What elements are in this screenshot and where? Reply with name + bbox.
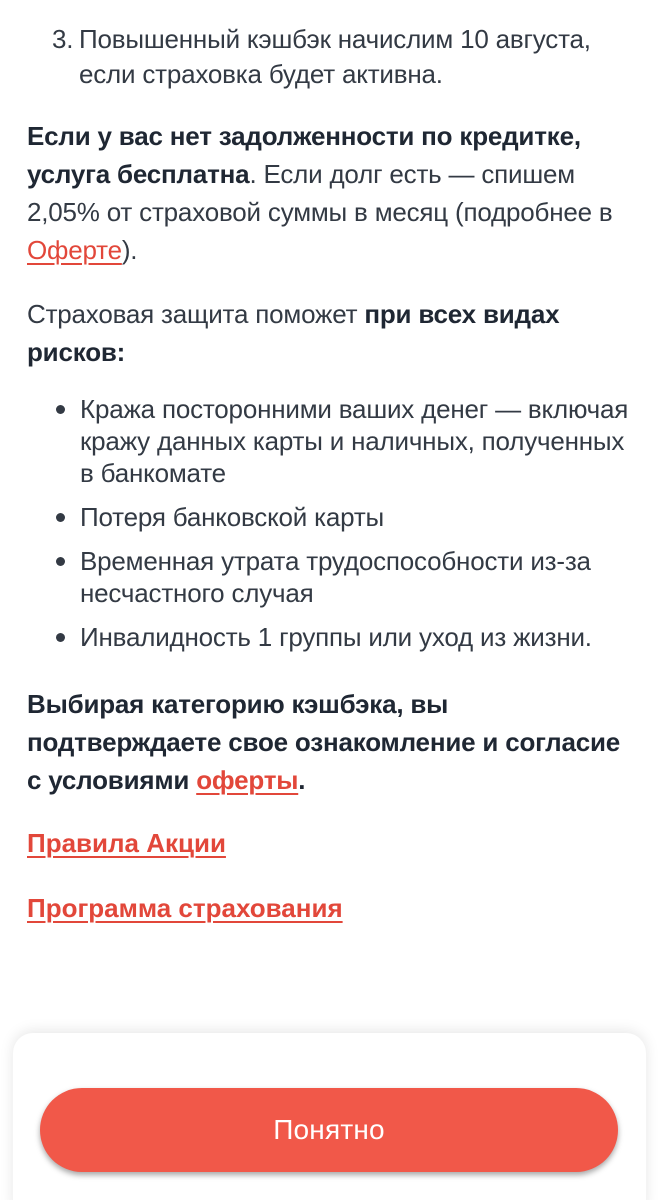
bullet-dot — [56, 557, 65, 566]
list-item — [52, 621, 632, 653]
bullet-dot — [56, 405, 65, 414]
consent-bold-text: Выбирая категорию кэшбэка, вы подтверждаете свое ознакомление и согласие с условиями — [27, 689, 621, 795]
insurance-program-link[interactable]: Программа страхования — [27, 893, 343, 923]
offer-link[interactable]: Оферте — [27, 235, 122, 265]
risks-list — [52, 393, 632, 653]
risks-paragraph — [27, 295, 632, 371]
debt-end-text: ). — [121, 235, 138, 265]
item-number: 3. — [52, 24, 74, 54]
ok-button[interactable]: Понятно — [40, 1088, 618, 1172]
consent-paragraph — [27, 685, 632, 799]
debt-bold-text: Если у вас нет задолженности по кредитке, услуга бесплатна — [27, 121, 581, 189]
list-item-text: Кража посторонними ваших денег — включая кражу данных карты и наличных, полученных в банкомате — [80, 394, 629, 488]
bullet-dot — [56, 513, 65, 522]
risks-bold-text: при всех видах рисков: — [27, 299, 560, 367]
list-item — [52, 501, 632, 533]
debt-text: . Если долг есть — спишем 2,05% от страховой суммы в месяц (подробнее в — [27, 159, 613, 227]
numbered-item-3 — [52, 22, 632, 92]
list-item-text: Инвалидность 1 группы или уход из жизни. — [80, 622, 592, 652]
risks-text: Страховая защита поможет — [27, 299, 365, 329]
debt-paragraph — [27, 117, 632, 269]
rules-link[interactable]: Правила Акции — [27, 828, 226, 858]
bullet-dot — [56, 633, 65, 642]
list-item-text: Временная утрата трудоспособности из-за несчастного случая — [80, 546, 591, 608]
list-item-text: Потеря банковской карты — [80, 502, 385, 532]
list-item — [52, 393, 632, 489]
item-text: Повышенный кэшбэк начислим 10 августа, если страховка будет активна. — [79, 24, 591, 89]
offer-lowercase-link[interactable]: оферты — [196, 765, 299, 795]
consent-end-text: . — [298, 765, 306, 795]
list-item — [52, 545, 632, 609]
